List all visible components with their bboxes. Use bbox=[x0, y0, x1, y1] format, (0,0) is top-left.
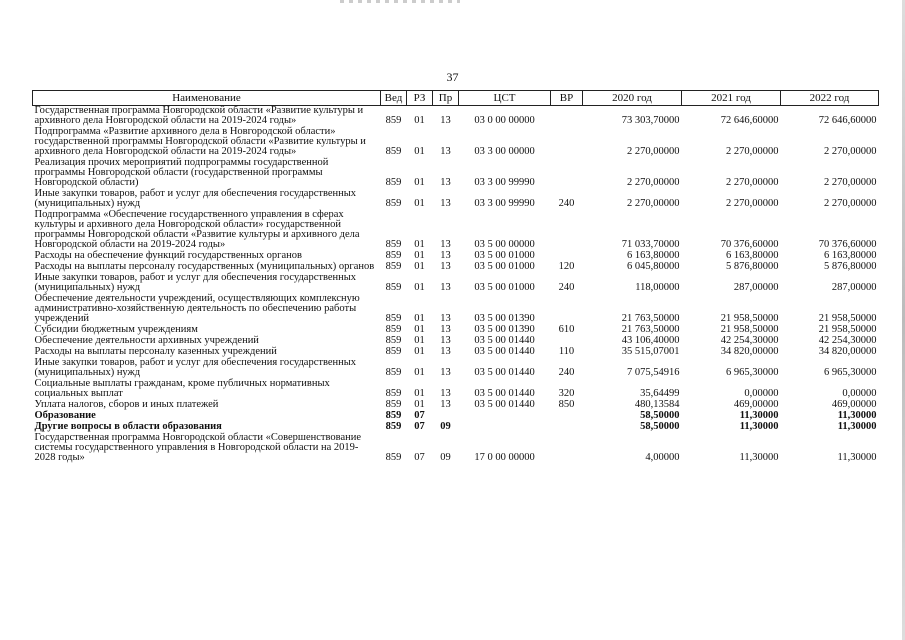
row-ved: 859 bbox=[385, 115, 402, 126]
row-pr: 13 bbox=[440, 177, 451, 188]
row-2021: 70 376,60000 bbox=[720, 239, 779, 250]
row-2020: 7 075,54916 bbox=[627, 367, 680, 378]
header-2021: 2021 год bbox=[682, 91, 781, 106]
row-2022: 6 965,30000 bbox=[824, 367, 877, 378]
header-pr: Пр bbox=[433, 91, 459, 106]
row-vr: 320 bbox=[558, 388, 575, 399]
row-2022: 21 958,50000 bbox=[818, 313, 877, 324]
header-cst: ЦСТ bbox=[459, 91, 551, 106]
row-2021: 72 646,60000 bbox=[720, 115, 779, 126]
row-rz: 01 bbox=[414, 335, 425, 346]
row-ved: 859 bbox=[385, 367, 402, 378]
row-name: Реализация прочих мероприятий подпрограммы государственной программы Новгородской области (государственной программы Новгородской области) bbox=[34, 157, 329, 188]
table-row bbox=[33, 158, 879, 189]
row-2020: 73 303,70000 bbox=[621, 115, 680, 126]
row-cst: 03 5 00 01390 bbox=[474, 324, 535, 335]
row-2022: 6 163,80000 bbox=[824, 250, 877, 261]
header-vr: ВР bbox=[551, 91, 583, 106]
row-2021: 2 270,00000 bbox=[726, 177, 779, 188]
table-row bbox=[33, 127, 879, 158]
row-rz: 01 bbox=[414, 146, 425, 157]
row-name: Обеспечение деятельности учреждений, осуществляющих комплексную административно-хозяйственную деятельность по обеспечению работы учреждений bbox=[34, 293, 360, 324]
row-pr: 13 bbox=[440, 198, 451, 209]
row-2020: 21 763,50000 bbox=[621, 313, 680, 324]
row-2021: 5 876,80000 bbox=[726, 261, 779, 272]
row-rz: 01 bbox=[414, 399, 425, 410]
row-vr bbox=[551, 411, 583, 422]
row-pr: 13 bbox=[440, 346, 451, 357]
row-name: Подпрограмма «Обеспечение государственного управления в сферах культуры и архивного дела Новгородской области» государственной программы Новгородской области «Развитие культуры и архивного дела Новгородской области на 2019-2024 годы» bbox=[34, 209, 360, 250]
row-2020: 21 763,50000 bbox=[621, 324, 680, 335]
row-rz: 01 bbox=[414, 388, 425, 399]
row-2021: 21 958,50000 bbox=[720, 313, 779, 324]
row-cst: 17 0 00 00000 bbox=[474, 452, 535, 463]
row-ved: 859 bbox=[385, 410, 402, 421]
row-name: Государственная программа Новгородской области «Развитие культуры и архивного дела Новгородской области на 2019-2024 годы» bbox=[34, 105, 364, 126]
row-2022: 34 820,00000 bbox=[818, 346, 877, 357]
row-2022: 11,30000 bbox=[837, 452, 877, 463]
row-rz: 07 bbox=[414, 410, 425, 421]
header-2020: 2020 год bbox=[583, 91, 682, 106]
row-cst: 03 5 00 01390 bbox=[474, 313, 535, 324]
row-rz: 01 bbox=[414, 177, 425, 188]
row-2020: 2 270,00000 bbox=[627, 198, 680, 209]
row-vr: 850 bbox=[558, 399, 575, 410]
row-vr bbox=[551, 294, 583, 325]
row-vr: 240 bbox=[558, 282, 575, 293]
row-cst: 03 5 00 01000 bbox=[474, 282, 535, 293]
table-row bbox=[33, 358, 879, 379]
row-2022: 2 270,00000 bbox=[824, 177, 877, 188]
row-2021: 11,30000 bbox=[739, 421, 779, 432]
row-vr bbox=[551, 433, 583, 464]
row-name: Иные закупки товаров, работ и услуг для обеспечения государственных (муниципальных) нужд bbox=[34, 188, 357, 209]
row-cst: 03 5 00 01000 bbox=[474, 261, 535, 272]
header-2022: 2022 год bbox=[781, 91, 879, 106]
row-cst: 03 5 00 01440 bbox=[474, 388, 535, 399]
scan-artifact bbox=[340, 0, 460, 3]
row-2021: 34 820,00000 bbox=[720, 346, 779, 357]
row-name: Уплата налогов, сборов и иных платежей bbox=[34, 399, 219, 410]
row-2021: 2 270,00000 bbox=[726, 198, 779, 209]
row-2022: 21 958,50000 bbox=[818, 324, 877, 335]
row-ved: 859 bbox=[385, 239, 402, 250]
row-2020: 2 270,00000 bbox=[627, 146, 680, 157]
row-pr: 13 bbox=[440, 399, 451, 410]
row-pr: 13 bbox=[440, 115, 451, 126]
row-pr: 09 bbox=[440, 421, 451, 432]
row-vr bbox=[551, 127, 583, 158]
row-rz: 01 bbox=[414, 367, 425, 378]
row-vr: 110 bbox=[558, 346, 575, 357]
row-vr bbox=[551, 106, 583, 128]
row-cst: 03 5 00 01440 bbox=[474, 367, 535, 378]
row-ved: 859 bbox=[385, 388, 402, 399]
table-row bbox=[33, 433, 879, 464]
row-2022: 2 270,00000 bbox=[824, 146, 877, 157]
row-2020: 58,50000 bbox=[640, 421, 680, 432]
table-row bbox=[33, 210, 879, 251]
row-pr: 13 bbox=[440, 324, 451, 335]
row-2022: 70 376,60000 bbox=[818, 239, 877, 250]
row-rz: 01 bbox=[414, 198, 425, 209]
row-ved: 859 bbox=[385, 146, 402, 157]
row-pr: 13 bbox=[440, 388, 451, 399]
table-row bbox=[33, 189, 879, 210]
row-vr: 610 bbox=[558, 324, 575, 335]
row-rz: 01 bbox=[414, 346, 425, 357]
row-2022: 42 254,30000 bbox=[818, 335, 877, 346]
row-pr: 13 bbox=[440, 313, 451, 324]
row-ved: 859 bbox=[385, 335, 402, 346]
row-2022: 2 270,00000 bbox=[824, 198, 877, 209]
page-number: 37 bbox=[446, 70, 459, 84]
row-vr bbox=[551, 158, 583, 189]
row-2021: 6 965,30000 bbox=[726, 367, 779, 378]
row-ved: 859 bbox=[385, 324, 402, 335]
row-name: Обеспечение деятельности архивных учреждений bbox=[34, 335, 259, 346]
row-2020: 6 045,80000 bbox=[627, 261, 680, 272]
row-name: Государственная программа Новгородской области «Совершенствование системы государственного управления в Новгородской области на 2019-2028 годы» bbox=[34, 432, 362, 463]
row-2022: 72 646,60000 bbox=[818, 115, 877, 126]
row-vr: 240 bbox=[558, 367, 575, 378]
row-name: Иные закупки товаров, работ и услуг для обеспечения государственных (муниципальных) нужд bbox=[34, 357, 357, 378]
row-2020: 118,00000 bbox=[635, 282, 680, 293]
row-ved: 859 bbox=[385, 421, 402, 432]
table-row bbox=[33, 294, 879, 325]
budget-table bbox=[32, 90, 879, 464]
row-2021: 42 254,30000 bbox=[720, 335, 779, 346]
row-2022: 0,00000 bbox=[842, 388, 877, 399]
row-cst: 03 3 00 99990 bbox=[474, 177, 535, 188]
row-2020: 480,13584 bbox=[634, 399, 680, 410]
row-2020: 35,64499 bbox=[640, 388, 680, 399]
row-2022: 469,00000 bbox=[831, 399, 877, 410]
header-name: Наименование bbox=[33, 91, 381, 106]
row-2020: 58,50000 bbox=[640, 410, 680, 421]
header-rz: РЗ bbox=[407, 91, 433, 106]
row-pr: 09 bbox=[440, 452, 451, 463]
row-2021: 11,30000 bbox=[739, 452, 779, 463]
row-rz: 07 bbox=[414, 421, 425, 432]
row-2021: 21 958,50000 bbox=[720, 324, 779, 335]
row-name: Расходы на выплаты персоналу казенных учреждений bbox=[34, 346, 277, 357]
row-ved: 859 bbox=[385, 313, 402, 324]
table-row bbox=[33, 273, 879, 294]
row-cst: 03 5 00 01000 bbox=[474, 250, 535, 261]
row-cst: 03 5 00 01440 bbox=[474, 346, 535, 357]
header-ved: Вед bbox=[381, 91, 407, 106]
row-pr: 13 bbox=[440, 335, 451, 346]
row-vr: 120 bbox=[558, 261, 575, 272]
row-pr: 13 bbox=[440, 261, 451, 272]
row-name: Субсидии бюджетным учреждениям bbox=[34, 324, 198, 335]
table-row bbox=[33, 379, 879, 400]
table-row bbox=[33, 106, 879, 128]
row-cst: 03 5 00 01440 bbox=[474, 335, 535, 346]
row-vr bbox=[551, 422, 583, 433]
row-pr: 13 bbox=[440, 239, 451, 250]
row-2021: 6 163,80000 bbox=[726, 250, 779, 261]
row-rz: 01 bbox=[414, 261, 425, 272]
row-2020: 43 106,40000 bbox=[621, 335, 680, 346]
row-rz: 01 bbox=[414, 282, 425, 293]
row-ved: 859 bbox=[385, 282, 402, 293]
row-rz: 01 bbox=[414, 324, 425, 335]
row-2021: 11,30000 bbox=[739, 410, 779, 421]
header-row bbox=[33, 91, 879, 106]
row-2020: 6 163,80000 bbox=[627, 250, 680, 261]
row-2020: 2 270,00000 bbox=[627, 177, 680, 188]
row-2020: 4,00000 bbox=[645, 452, 680, 463]
row-rz: 01 bbox=[414, 313, 425, 324]
row-rz: 01 bbox=[414, 239, 425, 250]
row-ved: 859 bbox=[385, 177, 402, 188]
row-name: Образование bbox=[34, 410, 96, 421]
row-2020: 71 033,70000 bbox=[621, 239, 680, 250]
row-rz: 01 bbox=[414, 115, 425, 126]
row-pr: 13 bbox=[440, 282, 451, 293]
row-name: Социальные выплаты гражданам, кроме публичных нормативных социальных выплат bbox=[34, 378, 330, 399]
row-cst bbox=[459, 422, 551, 433]
row-ved: 859 bbox=[385, 399, 402, 410]
row-2022: 287,00000 bbox=[831, 282, 877, 293]
row-cst: 03 0 00 00000 bbox=[474, 115, 535, 126]
row-rz: 01 bbox=[414, 250, 425, 261]
row-vr bbox=[551, 210, 583, 251]
row-name: Другие вопросы в области образования bbox=[34, 421, 222, 432]
row-pr: 13 bbox=[440, 250, 451, 261]
row-2022: 5 876,80000 bbox=[824, 261, 877, 272]
row-name: Иные закупки товаров, работ и услуг для обеспечения государственных (муниципальных) нужд bbox=[34, 272, 357, 293]
row-name: Расходы на выплаты персоналу государственных (муниципальных) органов bbox=[34, 261, 375, 272]
row-vr: 240 bbox=[558, 198, 575, 209]
row-cst: 03 5 00 01440 bbox=[474, 399, 535, 410]
row-cst bbox=[459, 411, 551, 422]
row-ved: 859 bbox=[385, 452, 402, 463]
row-2022: 11,30000 bbox=[837, 410, 877, 421]
row-name: Подпрограмма «Развитие архивного дела в Новгородской области» государственной программы Новгородской области «Развитие культуры и архивного дела Новгородской области на 2019-2024 годы» bbox=[34, 126, 366, 157]
row-2021: 2 270,00000 bbox=[726, 146, 779, 157]
row-cst: 03 3 00 00000 bbox=[474, 146, 535, 157]
row-ved: 859 bbox=[385, 250, 402, 261]
row-rz: 07 bbox=[414, 452, 425, 463]
row-cst: 03 3 00 99990 bbox=[474, 198, 535, 209]
row-ved: 859 bbox=[385, 261, 402, 272]
row-2021: 287,00000 bbox=[733, 282, 779, 293]
row-2022: 11,30000 bbox=[837, 421, 877, 432]
row-2020: 35 515,07001 bbox=[621, 346, 680, 357]
row-ved: 859 bbox=[385, 346, 402, 357]
row-2021: 469,00000 bbox=[733, 399, 779, 410]
row-2021: 0,00000 bbox=[744, 388, 779, 399]
row-cst: 03 5 00 00000 bbox=[474, 239, 535, 250]
row-ved: 859 bbox=[385, 198, 402, 209]
row-pr: 13 bbox=[440, 146, 451, 157]
row-pr: 13 bbox=[440, 367, 451, 378]
row-name: Расходы на обеспечение функций государственных органов bbox=[34, 250, 302, 261]
